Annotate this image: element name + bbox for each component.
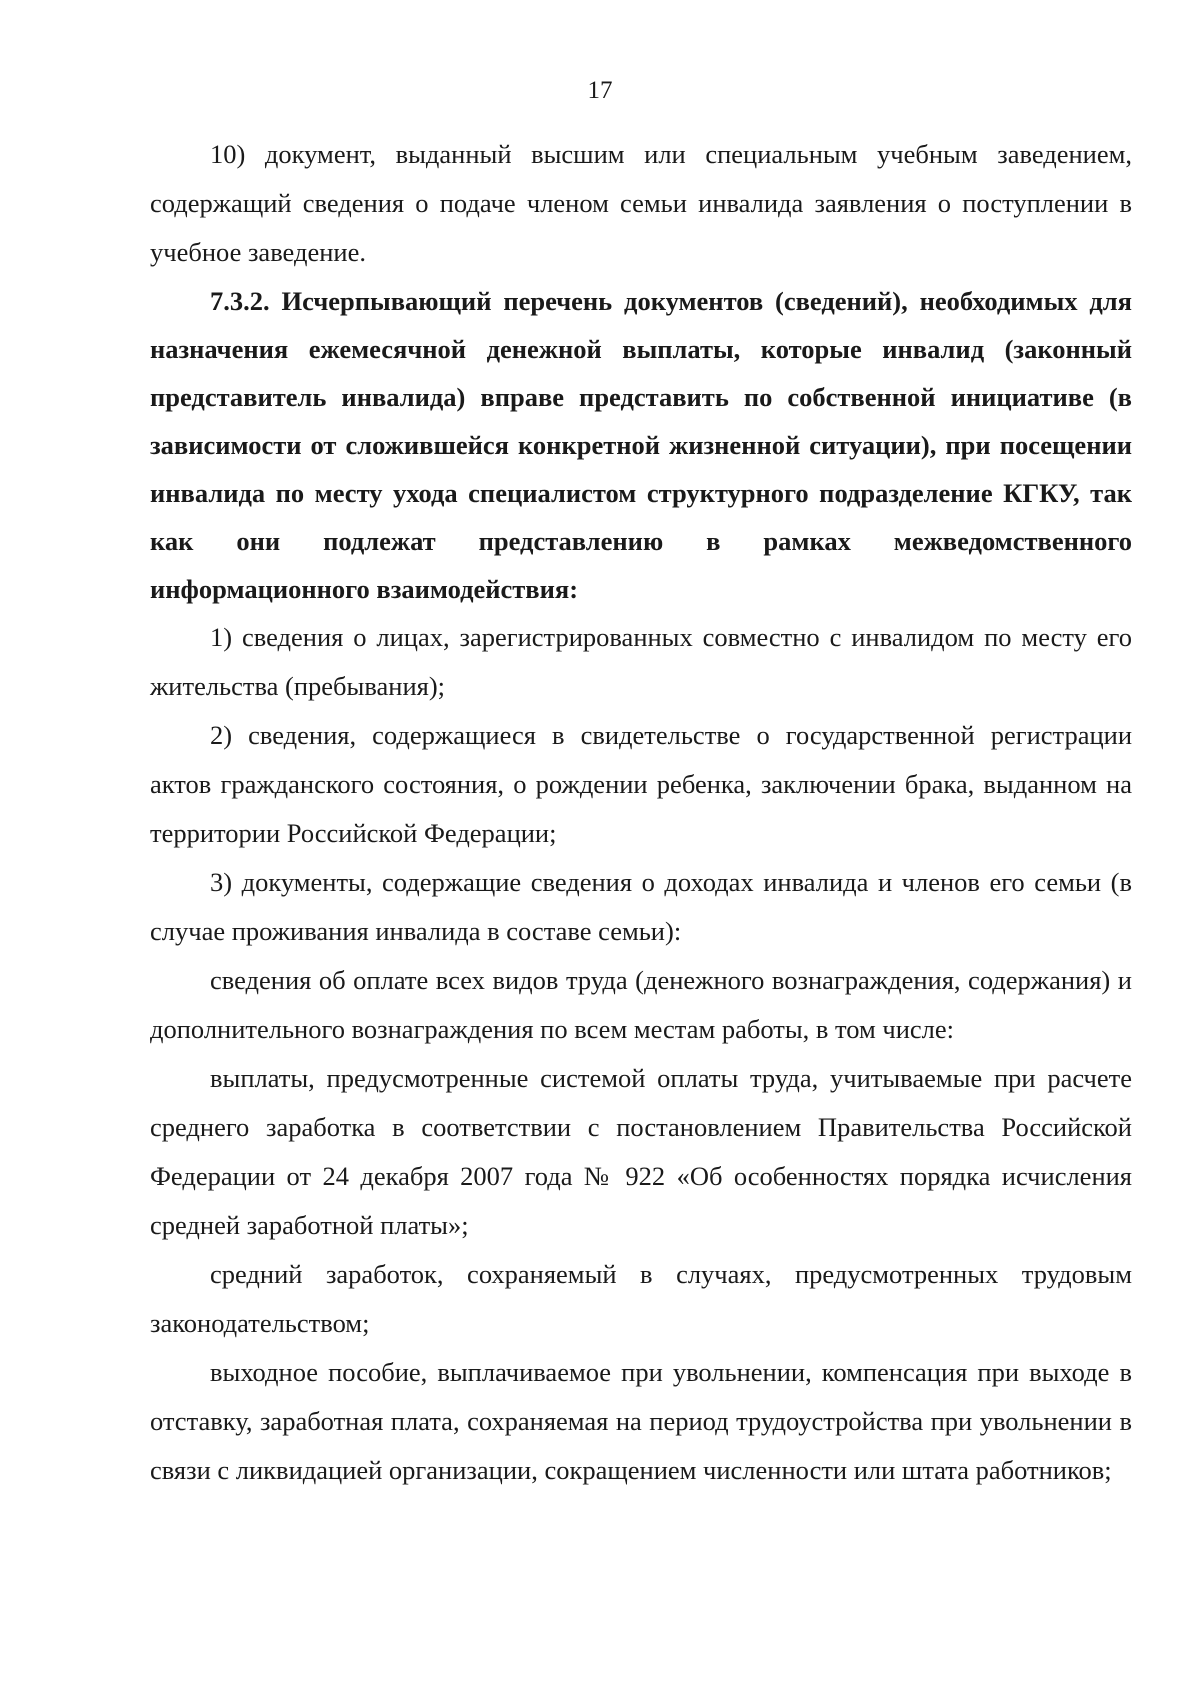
paragraph-item-2: 2) сведения, содержащиеся в свидетельстве о государственной регистрации актов гражданского состояния, о рождении ребенка, заключении брака, выданном на территории Российской Федерации; (150, 720, 1132, 848)
page-number: 17 (587, 77, 613, 104)
paragraph-income-severance: выходное пособие, выплачиваемое при увольнении, компенсация при выходе в отставку, заработная плата, сохраняемая на период трудоустройства при увольнении в связи с ликвидацией организации, сокращением численности или штата работников; (150, 1357, 1132, 1485)
document-body (150, 130, 1132, 1495)
paragraph-item-3: 3) документы, содержащие сведения о доходах инвалида и членов его семьи (в случае проживания инвалида в составе семьи): (150, 867, 1132, 946)
paragraph-item-10: 10) документ, выданный высшим или специальным учебным заведением, содержащий сведения о подаче членом семьи инвалида заявления о поступлении в учебное заведение. (150, 139, 1132, 267)
paragraph-item-1: 1) сведения о лицах, зарегистрированных совместно с инвалидом по месту его жительства (пребывания); (150, 622, 1132, 701)
paragraph-income-average-earnings: средний заработок, сохраняемый в случаях, предусмотренных трудовым законодательством; (150, 1259, 1132, 1338)
paragraph-income-wages: сведения об оплате всех видов труда (денежного вознаграждения, содержания) и дополнительного вознаграждения по всем местам работы, в том числе: (150, 965, 1132, 1044)
section-heading-7-3-2: 7.3.2. Исчерпывающий перечень документов (сведений), необходимых для назначения ежемесячной денежной выплаты, которые инвалид (законный представитель инвалида) вправе представить по собственной инициативе (в зависимости от сложившейся конкретной жизненной ситуации), при посещении инвалида по месту ухода специалистом структурного подразделение КГКУ, так как они подлежат представлению в рамках межведомственного информационного взаимодействия: (150, 286, 1132, 604)
paragraph-income-payments: выплаты, предусмотренные системой оплаты труда, учитываемые при расчете среднего заработка в соответствии с постановлением Правительства Российской Федерации от 24 декабря 2007 года № 922 «Об особенностях порядка исчисления средней заработной платы»; (150, 1063, 1132, 1240)
